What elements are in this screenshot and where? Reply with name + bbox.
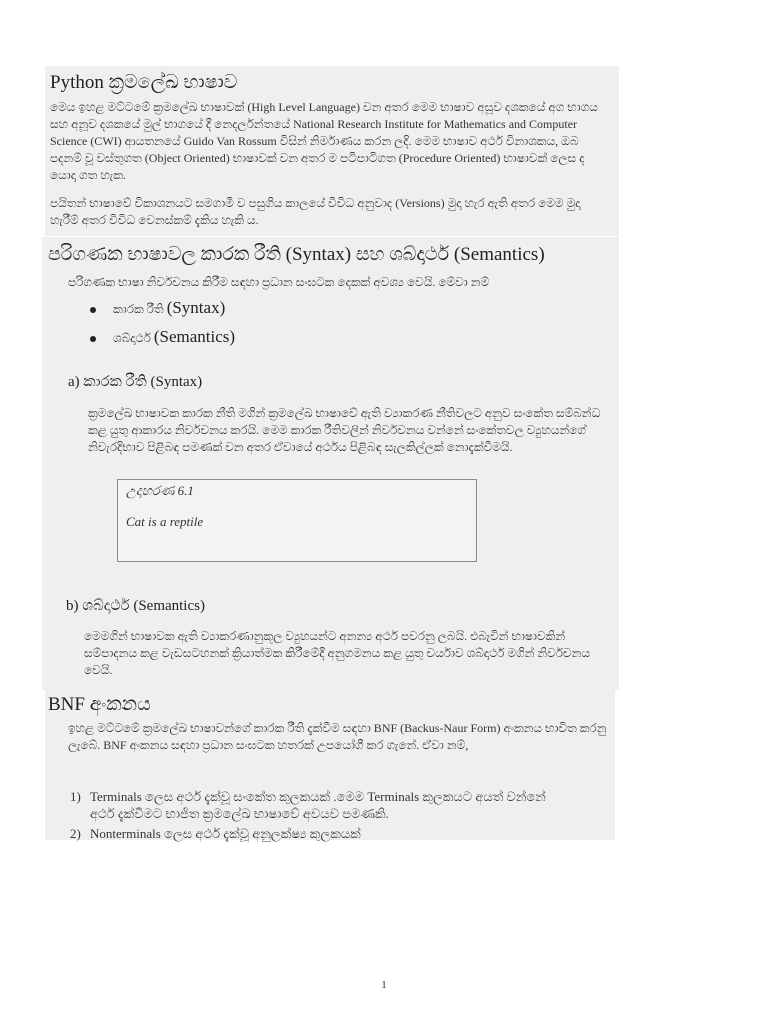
bullet-syntax (90, 298, 225, 318)
subheading-syntax: a) කාරක රීති (Syntax) (68, 374, 203, 390)
semantics-description: මෙමගින් භාෂාවක ඇති ව්‍යාකරණානුකූල ව්‍යුහයන්ට අනන්‍ය අර්ථ පවරනු ලබයි. එබැවින් භාෂාවකින් සම්පාදනය කළ වැඩසටහනක් ක්‍රියාත්මක කිරීමේදී අනුගමනය කළ යුතු චර්යාව ශබ්දාර්ථ මගින් නිර්වචනය වෙයි. (84, 629, 591, 677)
page-number: 1 (381, 979, 387, 991)
syntax-description: ක්‍රමලේඛ භාෂාවක කාරක නීති මගින් ක්‍රමලේඛ භාෂාවේ ඇති ව්‍යාකරණ නීතිවලට අනුව සංකේත සම්බන්ධ කළ යුතු ආකාරය නිර්වචනය කරයි. මෙම කාරක රීතිවලින් නිර්වචනය වන්නේ සංකේතවල ව්‍යුහයන්ගේ නිවැරදිභාව පිළිබඳ පමණක් වන අතර ඒවායේ අර්ථය පිළිබඳ සැලකිල්ලක් නොදැක්වීමයි. (88, 406, 601, 454)
syntax-semantics-heading: පරිගණක භාෂාවල කාරක රීති (Syntax) සහ ශබ්දාර්ථ (Semantics) (48, 244, 545, 265)
bullet-syntax-en: (Syntax) (166, 298, 226, 317)
example-box (117, 479, 477, 562)
example-text: Cat is a reptile (126, 514, 204, 529)
bullet-icon (90, 336, 96, 342)
python-heading: Python ක්‍රමලේඛ භාෂාව (50, 72, 238, 93)
bnf-intro: ඉහළ මට්ටමේ ක්‍රමලේඛ භාෂාවන්ගේ කාරක රීති දැක්වීම සඳහා BNF (Backus-Naur Form) අංකනය භාවිත කරනු ලැබේ. BNF අංකනය සඳහා ප්‍රධාන සංඝටක හතරක් උපයෝගී කර ගැනේ. ඒවා නම්, (68, 721, 607, 752)
bnf-item-1-number: 1) (70, 789, 81, 804)
bnf-heading: BNF අංකනය (48, 694, 151, 715)
bullet-semantics-si: ශබ්දාර්ථ (113, 331, 151, 345)
python-para-2: පයිතන් භාෂාවේ විකාශනයට සමගාමී ව පසුගිය කාලයේ විවිධ අනුවාද (Versions) මුදා හැර ඇති අතර මෙම මුදා හැරීම් අතර විවිධ වෙනස්කම් දැකිය හැකි ය. (50, 196, 581, 227)
subheading-semantics: b) ශබ්දාර්ථ (Semantics) (66, 598, 205, 614)
example-title: උදාහරණ 6.1 (126, 483, 194, 498)
syntax-semantics-intro: පරිගණක භාෂා නිර්වචනය කිරීම සඳහා ප්‍රධාන සංඝටක දෙකක් අවශ්‍ය වෙයි. මේවා නම් (68, 275, 490, 289)
bnf-item-1 (70, 788, 610, 822)
bnf-item-1-line-1: Terminals ලෙස අර්ථ දැක්වූ සංකේත කුලකයක් .මෙම Terminals කුලකයට අයත් වන්නේ (90, 789, 546, 804)
bnf-item-2-number: 2) (70, 826, 81, 841)
bullet-syntax-si: කාරක රීති (113, 302, 164, 316)
bullet-icon (90, 307, 96, 313)
bnf-item-1-line-2: අර්ථ දැක්වීමට භාජිත ක්‍රමලේඛ භාෂාවේ අවයව පමණකි. (90, 806, 389, 821)
bullet-semantics (90, 327, 235, 347)
bnf-item-2-line-1: Nonterminals ලෙස අර්ථ දැක්වූ අනුලක්ෂ්‍ය කුලකයක් (90, 826, 361, 841)
bullet-semantics-en: (Semantics) (153, 327, 236, 346)
bnf-item-2 (70, 825, 610, 842)
python-para-1: මෙය ඉහළ මට්ටමේ ක්‍රමලේඛ භාෂාවක් (High Level Language) වන අතර මෙම භාෂාව අසූව දශකයේ අග භාගය සහ අනූව දශකයේ මුල් භාගයේ දී නෙදර්ලන්තයේ National Research Institute for Mathematics and Computer Science (CWI) ආයතනයේ Guido Van Rossum විසින් නිර්මාණය කරන ලදි. මෙම භාෂාව අර්ථ විනාශකය, ඔබ පදනම් වූ වස්තුගත (Object Oriented) භාෂාවක් වන අතර ම පටිපාටිගත (Procedure Oriented) භාෂාවක් ලෙස ද යොදා ගත හැක. (50, 100, 598, 182)
